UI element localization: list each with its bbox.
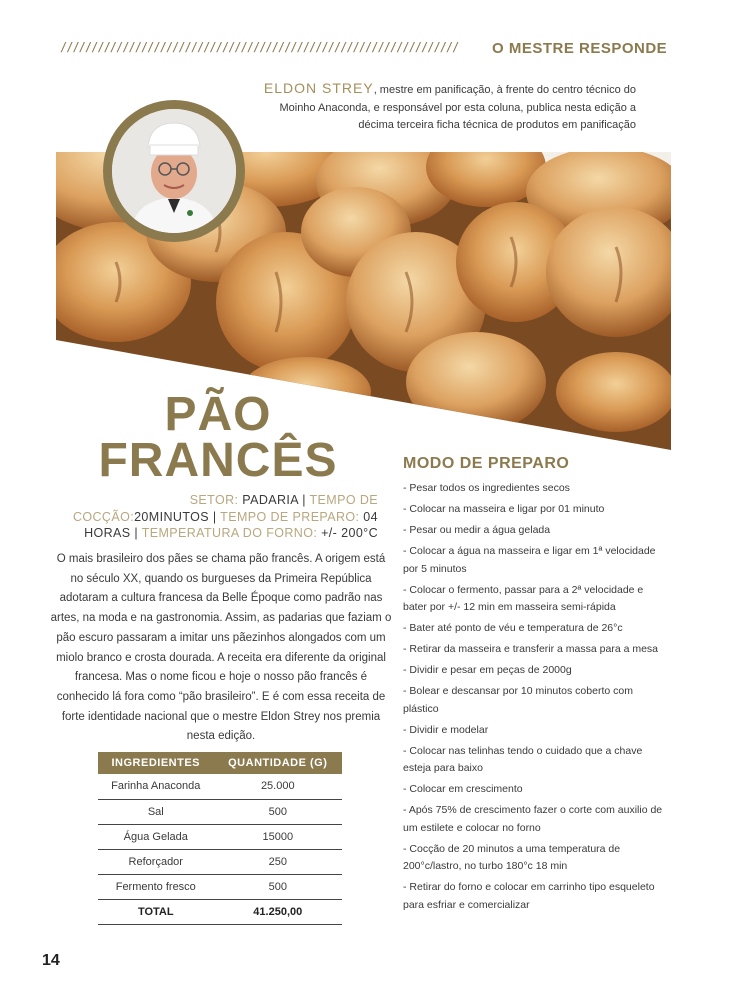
ingredient-quantity: 250 bbox=[214, 849, 342, 874]
prep-steps-list bbox=[403, 480, 665, 918]
section-title: O MESTRE RESPONDE bbox=[492, 40, 668, 57]
ingredient-name: Farinha Anaconda bbox=[98, 774, 214, 799]
ingredient-quantity: 25.000 bbox=[214, 774, 342, 799]
prep-step: - Colocar o fermento, passar para a 2ª velocidade e bater por +/- 12 min em masseira semi-rápida bbox=[403, 583, 644, 613]
ingredient-name: Fermento fresco bbox=[98, 874, 214, 899]
prep-step: - Dividir e modelar bbox=[403, 723, 489, 736]
coccao-label: TEMPO DE COCÇÃO: bbox=[72, 493, 378, 524]
table-row bbox=[98, 799, 342, 824]
prep-step: - Colocar na masseira e ligar por 01 minuto bbox=[403, 503, 605, 515]
ingredients-header: INGREDIENTES bbox=[98, 752, 214, 774]
ingredient-quantity: 15000 bbox=[214, 824, 342, 849]
setor-value: PADARIA bbox=[242, 493, 299, 507]
table-row bbox=[98, 849, 342, 874]
prep-step: - Pesar todos os ingredientes secos bbox=[403, 482, 570, 494]
ingredient-name: Água Gelada bbox=[98, 824, 214, 849]
prep-step: - Cocção de 20 minutos a uma temperatura de 200°c/lastro, no turbo 180°c 18 min bbox=[403, 842, 621, 872]
prep-step: - Bolear e descansar por 10 minutos coberto com plástico bbox=[403, 685, 633, 715]
prep-step: - Colocar em crescimento bbox=[403, 783, 523, 795]
prep-step: - Bater até ponto de véu e temperatura de 26°c bbox=[403, 622, 623, 634]
ingredient-name: Reforçador bbox=[98, 849, 214, 874]
quantity-header: QUANTIDADE (G) bbox=[214, 752, 342, 774]
table-row bbox=[98, 774, 342, 799]
recipe-title bbox=[98, 388, 338, 487]
preparo-label: TEMPO DE PREPARO: bbox=[220, 509, 360, 524]
ingredient-quantity: 500 bbox=[214, 874, 342, 899]
meta-separator: | bbox=[130, 526, 142, 540]
prep-step: - Retirar da masseira e transferir a massa para a mesa bbox=[403, 643, 659, 655]
table-row bbox=[98, 874, 342, 899]
prep-step: - Colocar nas telinhas tendo o cuidado que a chave esteja para baixo bbox=[403, 744, 643, 774]
title-line-1: PÃO bbox=[164, 388, 272, 441]
page-number: 14 bbox=[42, 952, 60, 969]
table-header-row bbox=[98, 752, 342, 774]
table-total-row bbox=[98, 899, 342, 924]
coccao-value: 20MINUTOS bbox=[134, 509, 209, 524]
recipe-story: O mais brasileiro dos pães se chama pão francês. A origem está no século XX, quando os burgueses da Primeira República adotaram a cultura francesa da Belle Époque como padrão nas artes, na moda e na gastronomia. Assim, as padarias que faziam o pão escuro passaram a imitar uns pãezinhos alongados com um miolo branco e crosta dourada. A receita era diferente da original francesa. Mas o nome ficou e hoje o nosso pão francês é conhecido lá fora como “pão brasileiro”. E é com essa receita de forte identidade nacional que o mestre Eldon Strey nos premia nesta edição. bbox=[50, 553, 392, 743]
prep-step: - Dividir e pesar em peças de 2000g bbox=[403, 664, 572, 676]
ingredient-name: Sal bbox=[98, 799, 214, 824]
prep-step: - Retirar do forno e colocar em carrinho tipo esqueleto para esfriar e comercializar bbox=[403, 881, 655, 911]
total-label: TOTAL bbox=[98, 899, 214, 924]
prep-step: - Colocar a água na masseira e ligar em 1ª velocidade por 5 minutos bbox=[403, 545, 656, 575]
intro-text: , mestre em panificação, à frente do centro técnico do Moinho Anaconda, e responsável por esta coluna, publica nesta edição a décima terceira ficha técnica de produtos em panificação bbox=[279, 84, 636, 131]
preparo-value: 04 HORAS bbox=[84, 509, 378, 540]
forno-value: +/- 200°C bbox=[321, 526, 378, 540]
forno-label: TEMPERATURA DO FORNO: bbox=[141, 526, 318, 540]
author-name: ELDON STREY bbox=[263, 80, 374, 96]
prep-title: MODO DE PREPARO bbox=[403, 455, 570, 472]
table-row bbox=[98, 824, 342, 849]
chef-avatar bbox=[103, 100, 245, 242]
intro-paragraph bbox=[250, 80, 636, 135]
meta-separator: | bbox=[209, 509, 221, 524]
total-value: 41.250,00 bbox=[214, 899, 342, 924]
title-line-2: FRANCÊS bbox=[98, 434, 338, 487]
setor-label: SETOR: bbox=[189, 493, 239, 507]
meta-separator: | bbox=[298, 493, 310, 507]
ingredient-quantity: 500 bbox=[214, 799, 342, 824]
prep-step: - Após 75% de crescimento fazer o corte com auxilio de um estilete e colocar no forno bbox=[403, 804, 663, 834]
header-slash-rule: //////////////////////////////////////////////////////////////// bbox=[60, 40, 459, 54]
prep-step: - Pesar ou medir a água gelada bbox=[403, 524, 551, 536]
recipe-meta bbox=[62, 492, 378, 542]
ingredients-table bbox=[98, 752, 342, 925]
